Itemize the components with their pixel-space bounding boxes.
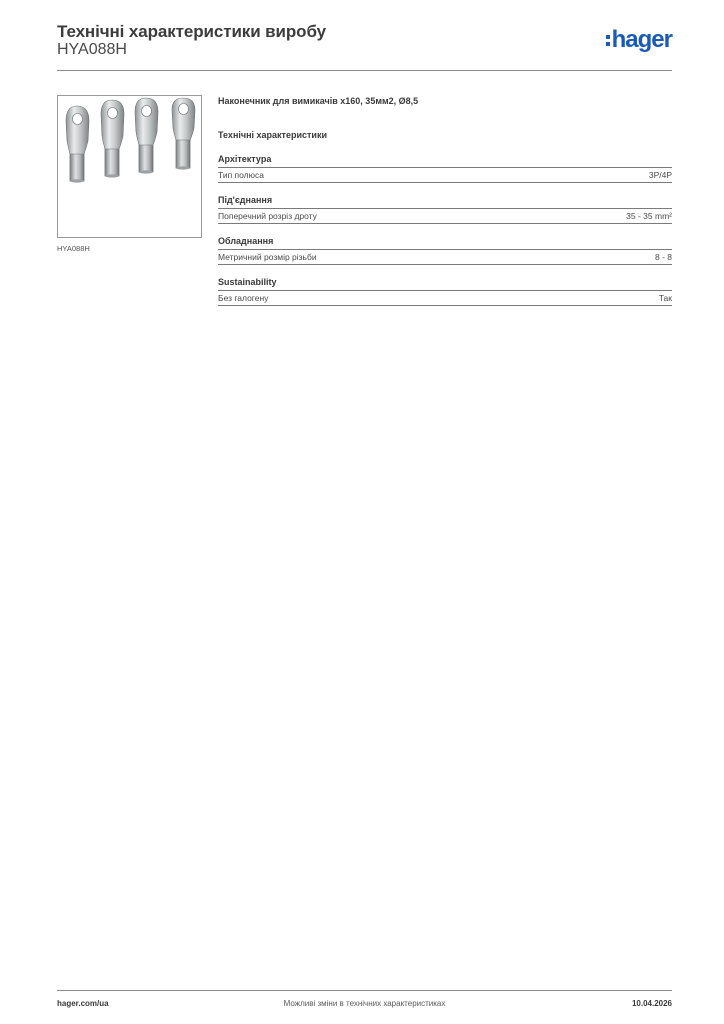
cable-lugs-image [58, 96, 201, 237]
spec-group-equipment [218, 236, 672, 265]
product-description: Наконечник для вимикачів x160, 35мм2, Ø8,5 [218, 96, 419, 106]
specs-heading: Технічні характеристики [218, 130, 327, 140]
product-image [57, 95, 202, 238]
spec-label: Тип полюса [218, 170, 264, 180]
spec-value: Так [658, 293, 672, 303]
spec-value: 35 - 35 mm² [626, 211, 672, 221]
spec-row [218, 168, 672, 183]
footer-website-link[interactable]: hager.com/ua [57, 999, 109, 1008]
spec-row [218, 250, 672, 265]
spec-label: Без галогену [218, 293, 269, 303]
spec-group-title: Sustainability [218, 277, 672, 291]
spec-group-title: Обладнання [218, 236, 672, 250]
spec-group-title: Архітектура [218, 154, 672, 168]
spec-group-connection [218, 195, 672, 224]
spec-content [218, 96, 672, 306]
spec-group-title: Під'єднання [218, 195, 672, 209]
page-footer [57, 990, 672, 1011]
spec-label: Поперечний розріз дроту [218, 211, 317, 221]
logo-dots-icon [606, 35, 610, 46]
spec-row [218, 209, 672, 224]
page-header [57, 20, 672, 71]
logo-text: hager [611, 26, 672, 53]
hager-logo [606, 28, 672, 52]
footer-date: 10.04.2026 [631, 999, 672, 1008]
footer-note: Можливі зміни в технічних характеристиках [283, 999, 446, 1008]
spec-row [218, 291, 672, 306]
spec-group-architecture [218, 154, 672, 183]
spec-group-sustainability [218, 277, 672, 306]
product-code: HYA088H [57, 41, 127, 58]
spec-label: Метричний розмір різьби [218, 252, 317, 262]
spec-value: 8 - 8 [654, 252, 672, 262]
document-title: Технічні характеристики виробу [57, 22, 326, 41]
spec-value: 3P/4P [648, 170, 672, 180]
image-caption: HYA088H [57, 244, 90, 253]
